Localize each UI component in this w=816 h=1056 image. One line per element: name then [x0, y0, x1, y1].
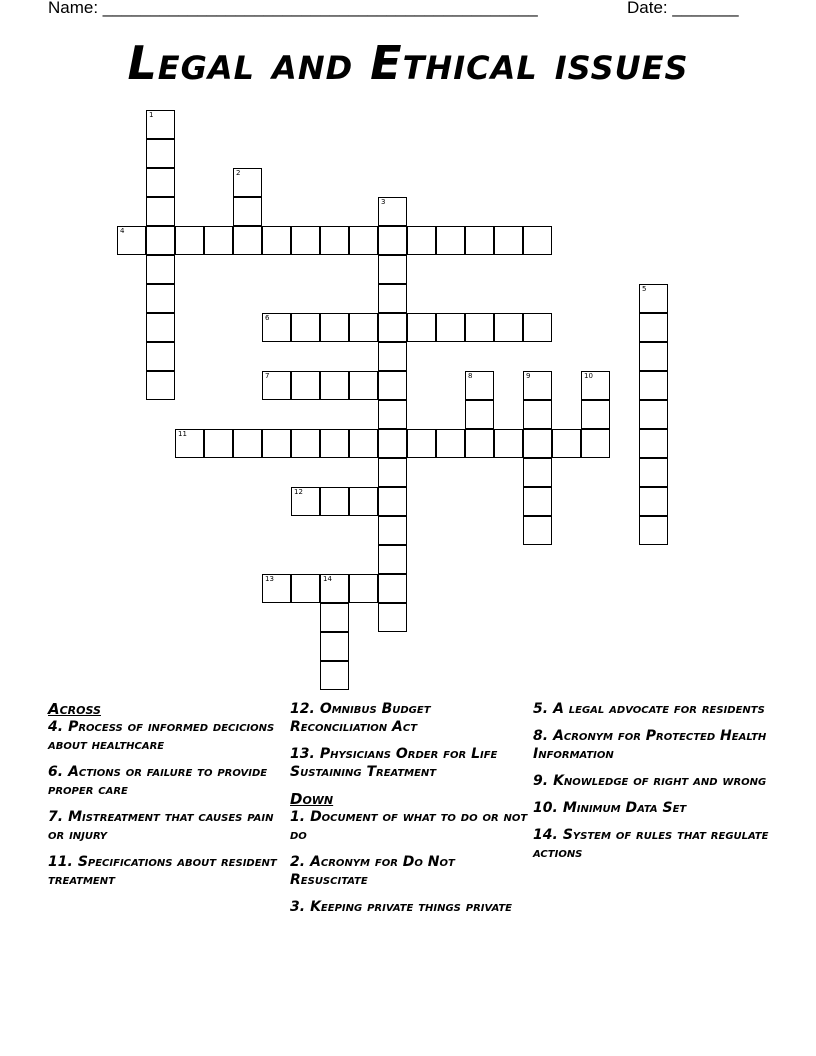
crossword-cell[interactable]: [146, 197, 175, 226]
crossword-cell[interactable]: [146, 139, 175, 168]
crossword-cell[interactable]: [349, 371, 378, 400]
crossword-cell[interactable]: [117, 226, 146, 255]
crossword-cell[interactable]: [349, 574, 378, 603]
crossword-cell[interactable]: [378, 400, 407, 429]
crossword-cell[interactable]: [349, 226, 378, 255]
crossword-cell[interactable]: [494, 313, 523, 342]
crossword-cell[interactable]: [581, 371, 610, 400]
crossword-cell[interactable]: [407, 429, 436, 458]
crossword-cell[interactable]: [494, 226, 523, 255]
crossword-cell[interactable]: [233, 168, 262, 197]
clue-across-7: 7. Mistreatment that causes pain or injury: [48, 809, 274, 843]
crossword-cell[interactable]: [378, 226, 407, 255]
crossword-cell[interactable]: [204, 226, 233, 255]
crossword-cell[interactable]: [378, 603, 407, 632]
crossword-cell[interactable]: [262, 226, 291, 255]
crossword-cell[interactable]: [639, 458, 668, 487]
crossword-cell[interactable]: [146, 371, 175, 400]
cell-number: 2: [236, 169, 241, 177]
cell-number: 14: [323, 575, 332, 583]
crossword-cell[interactable]: [320, 661, 349, 690]
crossword-cell[interactable]: [436, 226, 465, 255]
clue-across-6: 6. Actions or failure to provide proper care: [48, 764, 268, 798]
crossword-cell[interactable]: [320, 603, 349, 632]
crossword-cell[interactable]: [378, 197, 407, 226]
clue-down-9: 9. Knowledge of right and wrong: [533, 773, 767, 789]
cell-number: 10: [584, 372, 593, 380]
crossword-cell[interactable]: [204, 429, 233, 458]
crossword-cell[interactable]: [639, 487, 668, 516]
crossword-cell[interactable]: [494, 429, 523, 458]
crossword-cell[interactable]: [378, 255, 407, 284]
crossword-cell[interactable]: [465, 429, 494, 458]
crossword-cell[interactable]: [175, 429, 204, 458]
clue-down-14: 14. System of rules that regulate actions: [533, 827, 769, 861]
crossword-cell[interactable]: [291, 371, 320, 400]
page-title: Legal and Ethical issues: [127, 36, 689, 90]
crossword-cell[interactable]: [581, 400, 610, 429]
crossword-cell[interactable]: [349, 429, 378, 458]
crossword-cell[interactable]: [233, 197, 262, 226]
clue-down-8: 8. Acronym for Protected Health Information: [533, 728, 767, 762]
crossword-cell[interactable]: [378, 342, 407, 371]
crossword-cell[interactable]: [639, 516, 668, 545]
crossword-cell[interactable]: [291, 487, 320, 516]
clue-down-5: 5. A legal advocate for residents: [533, 701, 765, 717]
crossword-cell[interactable]: [262, 429, 291, 458]
crossword-cell[interactable]: [465, 226, 494, 255]
crossword-cell[interactable]: [233, 226, 262, 255]
crossword-cell[interactable]: [639, 429, 668, 458]
crossword-cell[interactable]: [320, 371, 349, 400]
cell-number: 9: [526, 372, 531, 380]
crossword-cell[interactable]: [465, 400, 494, 429]
cell-number: 3: [381, 198, 386, 206]
crossword-cell[interactable]: [523, 487, 552, 516]
crossword-cell[interactable]: [523, 371, 552, 400]
crossword-cell[interactable]: [320, 226, 349, 255]
crossword-cell[interactable]: [320, 632, 349, 661]
crossword-cell[interactable]: [407, 313, 436, 342]
crossword-cell[interactable]: [378, 487, 407, 516]
crossword-cell[interactable]: [291, 313, 320, 342]
clue-down-10: 10. Minimum Data Set: [533, 800, 687, 816]
crossword-cell[interactable]: [146, 110, 175, 139]
cell-number: 6: [265, 314, 270, 322]
crossword-cell[interactable]: [523, 313, 552, 342]
crossword-cell[interactable]: [320, 574, 349, 603]
crossword-cell[interactable]: [639, 400, 668, 429]
clue-column-3: [533, 700, 773, 871]
crossword-cell[interactable]: [146, 168, 175, 197]
crossword-cell[interactable]: [146, 255, 175, 284]
crossword-cell[interactable]: [378, 458, 407, 487]
crossword-cell[interactable]: [552, 429, 581, 458]
across-heading: Across: [48, 700, 101, 718]
crossword-cell[interactable]: [465, 313, 494, 342]
crossword-cell[interactable]: [639, 342, 668, 371]
clue-column-1: [48, 700, 278, 898]
cell-number: 8: [468, 372, 473, 380]
cell-number: 13: [265, 575, 274, 583]
crossword-cell[interactable]: [436, 429, 465, 458]
cell-number: 7: [265, 372, 270, 380]
crossword-cell[interactable]: [581, 429, 610, 458]
crossword-cell[interactable]: [146, 342, 175, 371]
crossword-cell[interactable]: [146, 226, 175, 255]
crossword-cell[interactable]: [378, 574, 407, 603]
crossword-cell[interactable]: [523, 458, 552, 487]
crossword-cell[interactable]: [262, 313, 291, 342]
crossword-cell[interactable]: [146, 284, 175, 313]
crossword-cell[interactable]: [349, 487, 378, 516]
cell-number: 12: [294, 488, 303, 496]
crossword-cell[interactable]: [349, 313, 378, 342]
crossword-cell[interactable]: [378, 313, 407, 342]
clue-down-2: 2. Acronym for Do Not Resuscitate: [290, 854, 455, 888]
crossword-cell[interactable]: [639, 284, 668, 313]
header: [48, 0, 748, 20]
crossword-cell[interactable]: [233, 429, 262, 458]
crossword-cell[interactable]: [639, 371, 668, 400]
cell-number: 5: [642, 285, 647, 293]
name-field[interactable]: Name: ______________________________________________: [48, 0, 538, 17]
crossword-cell[interactable]: [523, 516, 552, 545]
clue-down-3: 3. Keeping private things private: [290, 899, 513, 915]
crossword-cell[interactable]: [523, 226, 552, 255]
crossword-cell[interactable]: [465, 371, 494, 400]
down-heading: Down: [290, 790, 334, 808]
crossword-cell[interactable]: [291, 429, 320, 458]
cell-number: 4: [120, 227, 125, 235]
crossword-cell[interactable]: [262, 371, 291, 400]
clue-column-2: [290, 700, 530, 925]
crossword-cell[interactable]: [378, 429, 407, 458]
crossword-cell[interactable]: [262, 574, 291, 603]
crossword-cell[interactable]: [378, 284, 407, 313]
date-field[interactable]: Date: _______: [627, 0, 739, 17]
crossword-cell[interactable]: [320, 487, 349, 516]
clue-across-4: 4. Process of informed decicions about healthcare: [48, 719, 275, 753]
crossword-cell[interactable]: [523, 400, 552, 429]
cell-number: 11: [178, 430, 187, 438]
crossword-cell[interactable]: [523, 429, 552, 458]
crossword-cell[interactable]: [320, 429, 349, 458]
crossword-cell[interactable]: [146, 313, 175, 342]
crossword-cell[interactable]: [291, 574, 320, 603]
clue-across-12: 12. Omnibus Budget Reconciliation Act: [290, 701, 431, 735]
crossword-cell[interactable]: [378, 516, 407, 545]
crossword-cell[interactable]: [320, 313, 349, 342]
crossword-cell[interactable]: [407, 226, 436, 255]
crossword-cell[interactable]: [291, 226, 320, 255]
crossword-cell[interactable]: [378, 371, 407, 400]
clue-down-1: 1. Document of what to do or not do: [290, 809, 528, 843]
crossword-cell[interactable]: [639, 313, 668, 342]
crossword-cell[interactable]: [175, 226, 204, 255]
cell-number: 1: [149, 111, 154, 119]
crossword-cell[interactable]: [436, 313, 465, 342]
clue-across-11: 11. Specifications about resident treatment: [48, 854, 277, 888]
clue-across-13: 13. Physicians Order for Life Sustaining Treatment: [290, 746, 498, 780]
crossword-cell[interactable]: [378, 545, 407, 574]
